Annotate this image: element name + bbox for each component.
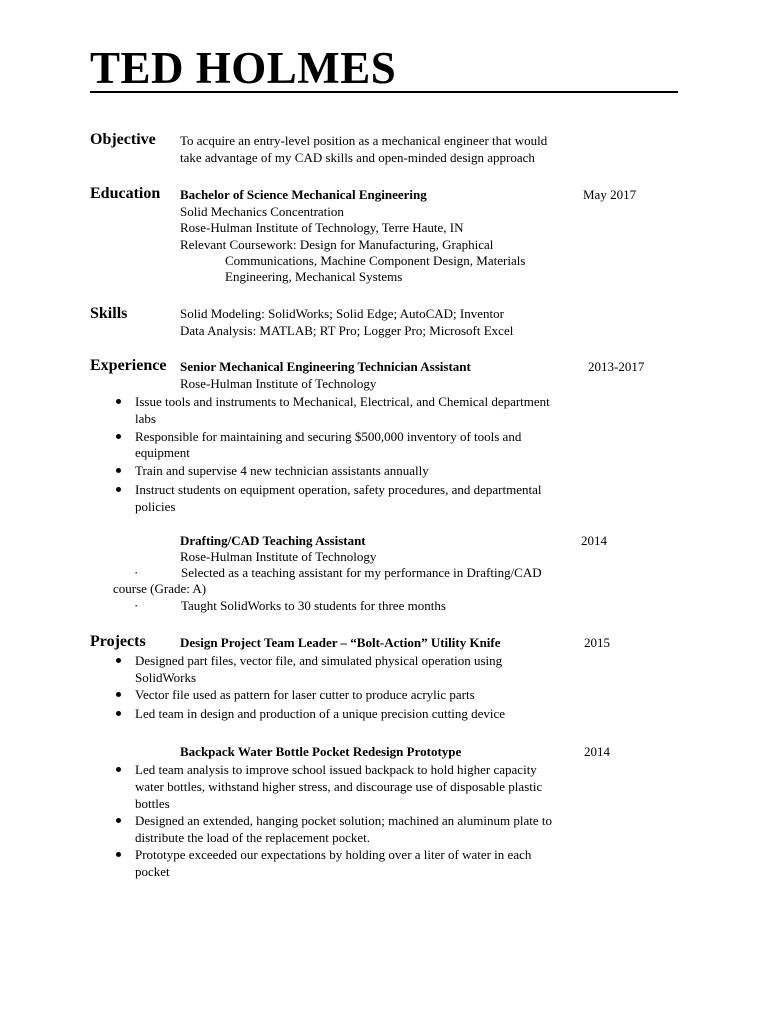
bullet-icon [116,818,121,823]
header-rule [90,91,678,93]
bullet-icon [116,711,121,716]
bullet-text: Led team in design and production of a unique precision cutting device [135,706,506,721]
projects-heading: Projects [90,633,146,650]
bullet-text: bottles [135,796,170,811]
bullet-text: Train and supervise 4 new technician assistants annually [135,463,429,478]
objective-line: To acquire an entry-level position as a mechanical engineer that would [180,133,548,148]
bullet-icon: · [134,598,139,613]
bullet-text: Taught SolidWorks to 30 students for three months [181,598,446,613]
project-date: 2015 [584,635,610,650]
project-date: 2014 [584,744,610,759]
concentration: Solid Mechanics Concentration [180,204,344,219]
coursework-line: Communications, Machine Component Design, Materials [225,253,526,268]
school-name: Rose-Hulman Institute of Technology, Terre Haute, IN [180,220,464,235]
job-title: Senior Mechanical Engineering Technician Assistant [180,359,471,374]
bullet-text: Instruct students on equipment operation, safety procedures, and departmental [135,482,542,497]
bullet-text: Issue tools and instruments to Mechanical, Electrical, and Chemical department [135,394,550,409]
bullet-icon: · [134,565,139,580]
coursework-line: Relevant Coursework: Design for Manufacturing, Graphical [180,237,494,252]
degree-title: Bachelor of Science Mechanical Engineering [180,187,427,202]
bullet-text: labs [135,411,156,426]
job-date: 2014 [581,533,607,548]
bullet-text: water bottles, withstand higher stress, and discourage use of disposable plastic [135,779,543,794]
bullet-icon [116,468,121,473]
job-date: 2013-2017 [588,359,645,374]
job-org: Rose-Hulman Institute of Technology [180,549,377,564]
bullet-text: Designed part files, vector file, and simulated physical operation using [135,653,503,668]
candidate-name: TED HOLMES [90,43,397,93]
objective-line: take advantage of my CAD skills and open-minded design approach [180,150,535,165]
job-org: Rose-Hulman Institute of Technology [180,376,377,391]
project-title: Design Project Team Leader – “Bolt-Action” Utility Knife [180,635,501,650]
bullet-icon [116,767,121,772]
bullet-text: Led team analysis to improve school issued backpack to hold higher capacity [135,762,537,777]
bullet-text: Prototype exceeded our expectations by holding over a liter of water in each [135,847,532,862]
skills-line: Solid Modeling: SolidWorks; Solid Edge; AutoCAD; Inventor [180,306,504,321]
bullet-icon [116,434,121,439]
objective-heading: Objective [90,131,156,148]
education-heading: Education [90,185,161,202]
bullet-text: policies [135,499,176,514]
skills-line: Data Analysis: MATLAB; RT Pro; Logger Pro; Microsoft Excel [180,323,514,338]
bullet-text: Designed an extended, hanging pocket solution; machined an aluminum plate to [135,813,552,828]
bullet-text: Selected as a teaching assistant for my performance in Drafting/CAD [181,565,542,580]
bullet-text: course (Grade: A) [113,581,207,596]
bullet-text: SolidWorks [135,670,197,685]
bullet-icon [116,692,121,697]
experience-heading: Experience [90,357,167,374]
coursework-line: Engineering, Mechanical Systems [225,269,403,284]
project-title: Backpack Water Bottle Pocket Redesign Prototype [180,744,462,759]
bullet-text: distribute the load of the replacement pocket. [135,830,370,845]
bullet-icon [116,399,121,404]
education-date: May 2017 [583,187,637,202]
bullet-icon [116,852,121,857]
bullet-text: Vector file used as pattern for laser cutter to produce acrylic parts [135,687,475,702]
bullet-text: equipment [135,445,190,460]
job-title: Drafting/CAD Teaching Assistant [180,533,366,548]
bullet-text: pocket [135,864,170,879]
skills-heading: Skills [90,305,128,322]
bullet-text: Responsible for maintaining and securing $500,000 inventory of tools and [135,429,522,444]
bullet-icon [116,658,121,663]
bullet-icon [116,487,121,492]
